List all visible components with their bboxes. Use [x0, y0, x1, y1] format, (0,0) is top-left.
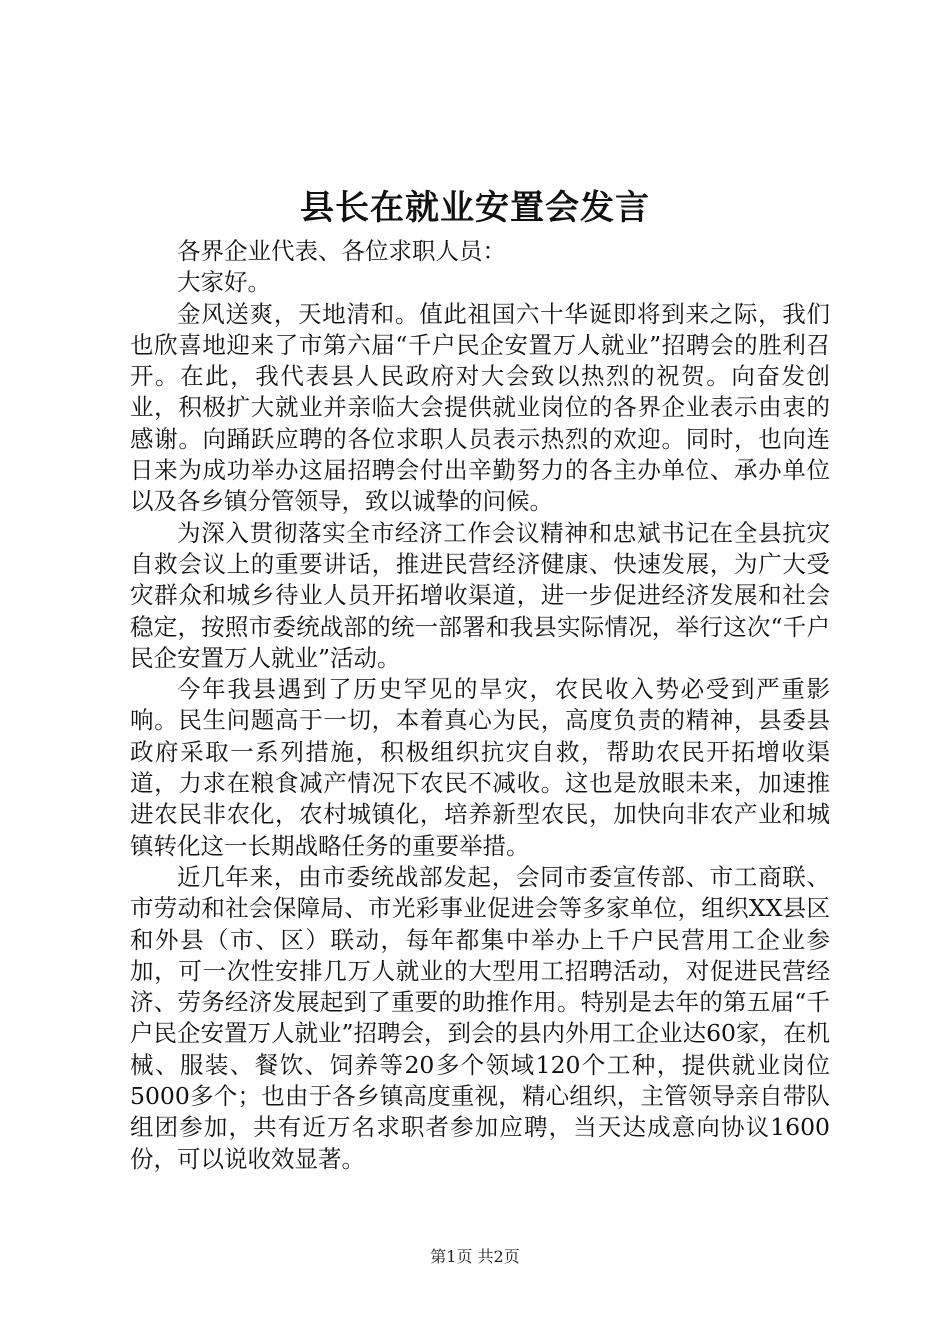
paragraph-opening: 金风送爽，天地清和。值此祖国六十华诞即将到来之际，我们也欣喜地迎来了市第六届“千户民企安置万人就业”招聘会的胜利召开。在此，我代表县人民政府对大会致以热烈的祝贺。向奋发创业，积极扩大就业并亲临大会提供就业岗位的各界企业表示由衷的感谢。向踊跃应聘的各位求职人员表示热烈的欢迎。同时，也向连日来为成功举办这届招聘会付出辛勤努力的各主办单位、承办单位以及各乡镇分管领导，致以诚挚的问候。 [130, 299, 830, 516]
greeting: 大家好。 [177, 268, 271, 297]
paragraph-purpose: 为深入贯彻落实全市经济工作会议精神和忠斌书记在全县抗灾自救会议上的重要讲话，推进民营经济健康、快速发展，为广大受灾群众和城乡待业人员开拓增收渠道，进一步促进经济发展和社会稳定，按照市委统战部的统一部署和我县实际情况，举行这次“千户民企安置万人就业”活动。 [130, 518, 830, 672]
paragraph-history: 近几年来，由市委统战部发起，会同市委宣传部、市工商联、市劳动和社会保障局、市光彩事业促进会等多家单位，组织XX县区和外县（市、区）联动，每年都集中举办上千户民营用工企业参加，可一次性安排几万人就业的大型用工招聘活动，对促进民营经济、劳务经济发展起到了重要的助推作用。特别是去年的第五届“千户民企安置万人就业”招聘会，到会的县内外用工企业达60家，在机械、服装、餐饮、饲养等20多个领域120个工种，提供就业岗位5000多个；也由于各乡镇高度重视，精心组织，主管领导亲自带队组团参加，共有近万名求职者参加应聘，当天达成意向协议1600份，可以说收效显著。 [130, 862, 830, 1173]
document-title: 县长在就业安置会发言 [300, 188, 650, 228]
document-body [130, 236, 830, 1175]
page-number-footer: 第1页 共2页 [430, 1247, 520, 1266]
paragraph-drought: 今年我县遇到了历史罕见的旱灾，农民收入势必受到严重影响。民生问题高于一切，本着真心为民，高度负责的精神，县委县政府采取一系列措施，积极组织抗灾自救，帮助农民开拓增收渠道，力求在粮食减产情况下农民不减收。这也是放眼未来，加速推进农民非农化，农村城镇化，培养新型农民，加快向非农产业和城镇转化这一长期战略任务的重要举措。 [130, 675, 830, 860]
salutation: 各界企业代表、各位求职人员： [177, 237, 506, 265]
